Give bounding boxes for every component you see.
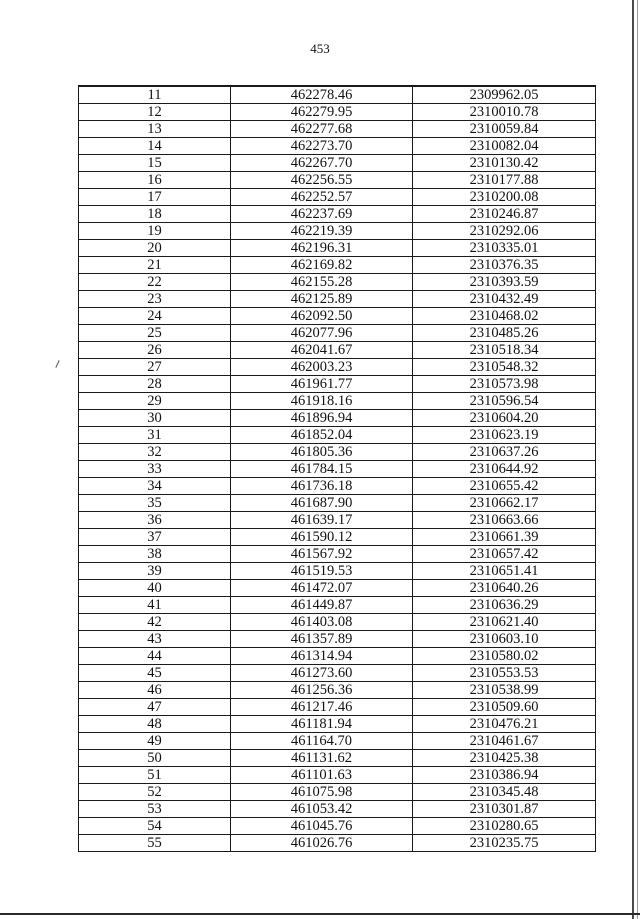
point-number-cell: 35	[79, 495, 231, 512]
table-row	[79, 835, 596, 852]
x-coordinate-cell: 461736.18	[231, 478, 413, 495]
coordinates-table	[78, 85, 596, 852]
point-number-cell: 39	[79, 563, 231, 580]
y-coordinate-cell: 2310393.59	[413, 274, 596, 291]
table-row	[79, 682, 596, 699]
y-coordinate-cell: 2310432.49	[413, 291, 596, 308]
point-number-cell: 43	[79, 631, 231, 648]
y-coordinate-cell: 2310177.88	[413, 172, 596, 189]
table-row	[79, 648, 596, 665]
x-coordinate-cell: 461357.89	[231, 631, 413, 648]
point-number-cell: 20	[79, 240, 231, 257]
x-coordinate-cell: 461567.92	[231, 546, 413, 563]
coordinates-table-body	[79, 86, 596, 852]
y-coordinate-cell: 2310200.08	[413, 189, 596, 206]
point-number-cell: 38	[79, 546, 231, 563]
point-number-cell: 51	[79, 767, 231, 784]
table-row	[79, 223, 596, 240]
y-coordinate-cell: 2310621.40	[413, 614, 596, 631]
x-coordinate-cell: 461053.42	[231, 801, 413, 818]
x-coordinate-cell: 462169.82	[231, 257, 413, 274]
point-number-cell: 21	[79, 257, 231, 274]
x-coordinate-cell: 461896.94	[231, 410, 413, 427]
x-coordinate-cell: 461217.46	[231, 699, 413, 716]
point-number-cell: 40	[79, 580, 231, 597]
x-coordinate-cell: 462003.23	[231, 359, 413, 376]
y-coordinate-cell: 2310657.42	[413, 546, 596, 563]
table-row	[79, 801, 596, 818]
x-coordinate-cell: 461687.90	[231, 495, 413, 512]
point-number-cell: 50	[79, 750, 231, 767]
table-row	[79, 546, 596, 563]
x-coordinate-cell: 461852.04	[231, 427, 413, 444]
x-coordinate-cell: 462196.31	[231, 240, 413, 257]
table-row	[79, 597, 596, 614]
x-coordinate-cell: 462041.67	[231, 342, 413, 359]
point-number-cell: 47	[79, 699, 231, 716]
point-number-cell: 22	[79, 274, 231, 291]
x-coordinate-cell: 461314.94	[231, 648, 413, 665]
point-number-cell: 24	[79, 308, 231, 325]
point-number-cell: 36	[79, 512, 231, 529]
table-row	[79, 155, 596, 172]
scan-border-right-shadow	[637, 0, 638, 919]
x-coordinate-cell: 461256.36	[231, 682, 413, 699]
y-coordinate-cell: 2310335.01	[413, 240, 596, 257]
table-row	[79, 580, 596, 597]
y-coordinate-cell: 2310246.87	[413, 206, 596, 223]
y-coordinate-cell: 2310059.84	[413, 121, 596, 138]
y-coordinate-cell: 2310130.42	[413, 155, 596, 172]
x-coordinate-cell: 462092.50	[231, 308, 413, 325]
x-coordinate-cell: 462267.70	[231, 155, 413, 172]
table-row	[79, 291, 596, 308]
y-coordinate-cell: 2310376.35	[413, 257, 596, 274]
table-row	[79, 716, 596, 733]
point-number-cell: 23	[79, 291, 231, 308]
y-coordinate-cell: 2310553.53	[413, 665, 596, 682]
y-coordinate-cell: 2310603.10	[413, 631, 596, 648]
table-row	[79, 750, 596, 767]
point-number-cell: 33	[79, 461, 231, 478]
x-coordinate-cell: 462256.55	[231, 172, 413, 189]
table-row	[79, 104, 596, 121]
table-row	[79, 342, 596, 359]
scan-border-right	[632, 0, 634, 919]
table-row	[79, 733, 596, 750]
y-coordinate-cell: 2310596.54	[413, 393, 596, 410]
point-number-cell: 45	[79, 665, 231, 682]
x-coordinate-cell: 461639.17	[231, 512, 413, 529]
y-coordinate-cell: 2310485.26	[413, 325, 596, 342]
point-number-cell: 12	[79, 104, 231, 121]
table-row	[79, 461, 596, 478]
point-number-cell: 26	[79, 342, 231, 359]
point-number-cell: 13	[79, 121, 231, 138]
table-row	[79, 478, 596, 495]
x-coordinate-cell: 461045.76	[231, 818, 413, 835]
y-coordinate-cell: 2310386.94	[413, 767, 596, 784]
y-coordinate-cell: 2310548.32	[413, 359, 596, 376]
x-coordinate-cell: 462219.39	[231, 223, 413, 240]
table-row	[79, 767, 596, 784]
point-number-cell: 15	[79, 155, 231, 172]
y-coordinate-cell: 2310580.02	[413, 648, 596, 665]
x-coordinate-cell: 461131.62	[231, 750, 413, 767]
y-coordinate-cell: 2310425.38	[413, 750, 596, 767]
table-row	[79, 121, 596, 138]
y-coordinate-cell: 2310604.20	[413, 410, 596, 427]
y-coordinate-cell: 2310082.04	[413, 138, 596, 155]
y-coordinate-cell: 2310661.39	[413, 529, 596, 546]
point-number-cell: 55	[79, 835, 231, 852]
y-coordinate-cell: 2310235.75	[413, 835, 596, 852]
scan-speck	[55, 360, 59, 368]
y-coordinate-cell: 2310280.65	[413, 818, 596, 835]
y-coordinate-cell: 2310663.66	[413, 512, 596, 529]
x-coordinate-cell: 462273.70	[231, 138, 413, 155]
point-number-cell: 41	[79, 597, 231, 614]
x-coordinate-cell: 461273.60	[231, 665, 413, 682]
point-number-cell: 28	[79, 376, 231, 393]
table-row	[79, 376, 596, 393]
table-row	[79, 631, 596, 648]
x-coordinate-cell: 461403.08	[231, 614, 413, 631]
point-number-cell: 17	[79, 189, 231, 206]
point-number-cell: 30	[79, 410, 231, 427]
x-coordinate-cell: 461590.12	[231, 529, 413, 546]
y-coordinate-cell: 2310636.29	[413, 597, 596, 614]
y-coordinate-cell: 2310651.41	[413, 563, 596, 580]
x-coordinate-cell: 462125.89	[231, 291, 413, 308]
y-coordinate-cell: 2310573.98	[413, 376, 596, 393]
table-row	[79, 495, 596, 512]
y-coordinate-cell: 2310468.02	[413, 308, 596, 325]
point-number-cell: 53	[79, 801, 231, 818]
page-number: 453	[310, 41, 330, 56]
point-number-cell: 16	[79, 172, 231, 189]
table-row	[79, 818, 596, 835]
table-row	[79, 665, 596, 682]
point-number-cell: 52	[79, 784, 231, 801]
table-row	[79, 325, 596, 342]
table-row	[79, 138, 596, 155]
x-coordinate-cell: 461164.70	[231, 733, 413, 750]
table-row	[79, 563, 596, 580]
y-coordinate-cell: 2310010.78	[413, 104, 596, 121]
point-number-cell: 25	[79, 325, 231, 342]
point-number-cell: 14	[79, 138, 231, 155]
x-coordinate-cell: 461181.94	[231, 716, 413, 733]
x-coordinate-cell: 461784.15	[231, 461, 413, 478]
y-coordinate-cell: 2310518.34	[413, 342, 596, 359]
point-number-cell: 34	[79, 478, 231, 495]
point-number-cell: 19	[79, 223, 231, 240]
table-row	[79, 784, 596, 801]
x-coordinate-cell: 461805.36	[231, 444, 413, 461]
table-row	[79, 512, 596, 529]
y-coordinate-cell: 2310640.26	[413, 580, 596, 597]
y-coordinate-cell: 2310644.92	[413, 461, 596, 478]
table-row	[79, 359, 596, 376]
scan-border-bottom	[0, 913, 640, 915]
y-coordinate-cell: 2310623.19	[413, 427, 596, 444]
y-coordinate-cell: 2310476.21	[413, 716, 596, 733]
point-number-cell: 54	[79, 818, 231, 835]
point-number-cell: 42	[79, 614, 231, 631]
x-coordinate-cell: 462279.95	[231, 104, 413, 121]
table-row	[79, 410, 596, 427]
point-number-cell: 48	[79, 716, 231, 733]
y-coordinate-cell: 2310292.06	[413, 223, 596, 240]
table-row	[79, 172, 596, 189]
y-coordinate-cell: 2310655.42	[413, 478, 596, 495]
x-coordinate-cell: 461961.77	[231, 376, 413, 393]
point-number-cell: 18	[79, 206, 231, 223]
point-number-cell: 32	[79, 444, 231, 461]
x-coordinate-cell: 461472.07	[231, 580, 413, 597]
table-row	[79, 189, 596, 206]
point-number-cell: 49	[79, 733, 231, 750]
x-coordinate-cell: 461026.76	[231, 835, 413, 852]
point-number-cell: 31	[79, 427, 231, 444]
x-coordinate-cell: 462077.96	[231, 325, 413, 342]
point-number-cell: 44	[79, 648, 231, 665]
table-row	[79, 86, 596, 104]
table-row	[79, 427, 596, 444]
table-row	[79, 274, 596, 291]
y-coordinate-cell: 2310637.26	[413, 444, 596, 461]
x-coordinate-cell: 462277.68	[231, 121, 413, 138]
table-row	[79, 529, 596, 546]
x-coordinate-cell: 462237.69	[231, 206, 413, 223]
point-number-cell: 29	[79, 393, 231, 410]
table-row	[79, 614, 596, 631]
table-row	[79, 699, 596, 716]
x-coordinate-cell: 461918.16	[231, 393, 413, 410]
table-row	[79, 206, 596, 223]
x-coordinate-cell: 461519.53	[231, 563, 413, 580]
point-number-cell: 37	[79, 529, 231, 546]
y-coordinate-cell: 2310662.17	[413, 495, 596, 512]
point-number-cell: 27	[79, 359, 231, 376]
x-coordinate-cell: 462278.46	[231, 86, 413, 104]
y-coordinate-cell: 2310345.48	[413, 784, 596, 801]
y-coordinate-cell: 2310461.67	[413, 733, 596, 750]
y-coordinate-cell: 2310538.99	[413, 682, 596, 699]
table-row	[79, 240, 596, 257]
table-row	[79, 308, 596, 325]
x-coordinate-cell: 461075.98	[231, 784, 413, 801]
y-coordinate-cell: 2309962.05	[413, 86, 596, 104]
table-row	[79, 444, 596, 461]
x-coordinate-cell: 462252.57	[231, 189, 413, 206]
x-coordinate-cell: 461449.87	[231, 597, 413, 614]
table-row	[79, 393, 596, 410]
table-row	[79, 257, 596, 274]
y-coordinate-cell: 2310301.87	[413, 801, 596, 818]
x-coordinate-cell: 462155.28	[231, 274, 413, 291]
point-number-cell: 11	[79, 86, 231, 104]
y-coordinate-cell: 2310509.60	[413, 699, 596, 716]
x-coordinate-cell: 461101.63	[231, 767, 413, 784]
point-number-cell: 46	[79, 682, 231, 699]
